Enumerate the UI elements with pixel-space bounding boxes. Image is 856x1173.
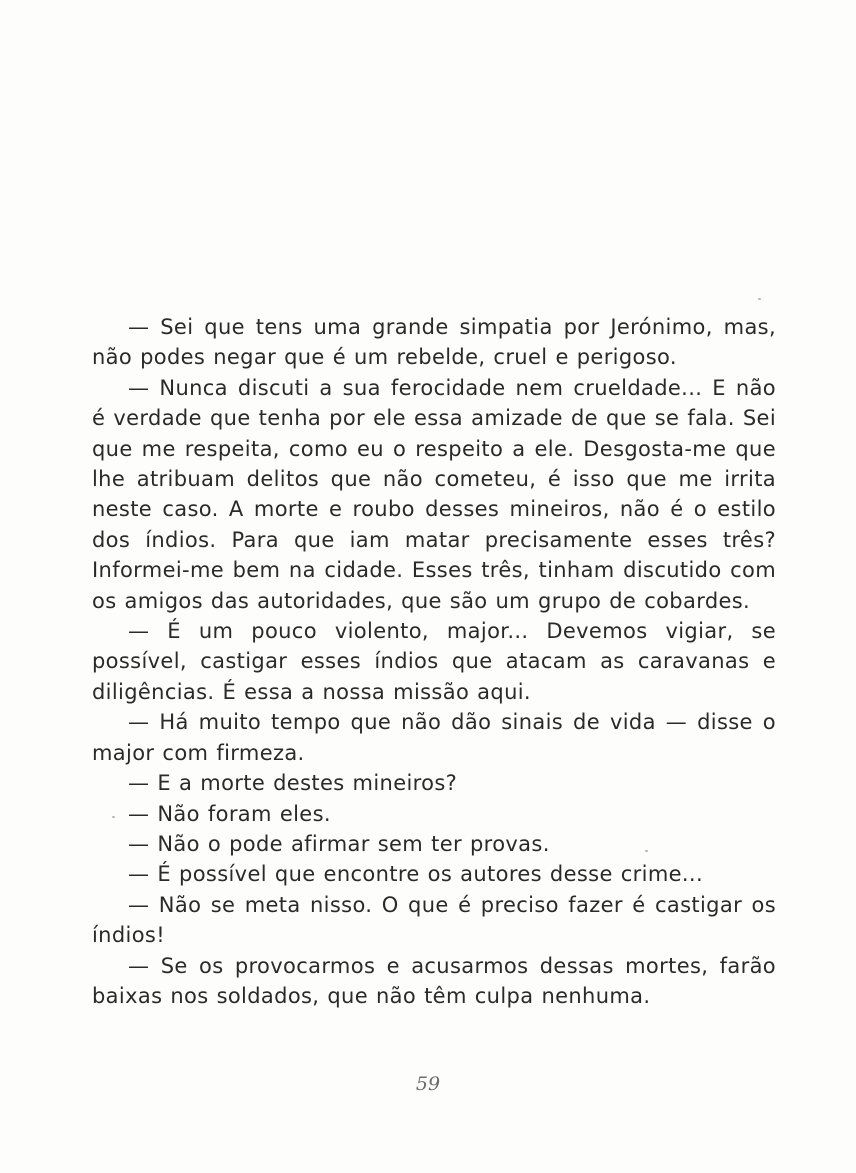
paper-speck [758, 298, 761, 300]
paragraph: — Nunca discuti a sua ferocidade nem crueldade... E não é verdade que tenha por ele essa amizade de que se fala. Sei que me respeita, como eu o respeito a ele. Desgosta-me que lhe atribuam delitos que não cometeu, é isso que me irrita neste caso. A morte e roubo desses mineiros, não é o estilo dos índios. Para que iam matar precisamente esses três? Informei-me bem na cidade. Esses três, tinham discutido com os amigos das autoridades, que são um grupo de cobardes. [92, 375, 776, 613]
page-number: 59 [415, 1073, 441, 1095]
paragraph: — Se os provocarmos e acusarmos dessas mortes, farão baixas nos soldados, que não têm culpa nenhuma. [92, 953, 776, 1008]
paper-speck [645, 850, 648, 852]
paragraph: — Sei que tens uma grande simpatia por Jerónimo, mas, não podes negar que é um rebelde, cruel e perigoso. [92, 315, 776, 370]
paragraph: — Há muito tempo que não dão sinais de vida — disse o major com firmeza. [92, 710, 776, 765]
paragraph: — Não foram eles. [128, 801, 331, 826]
paragraph: — Não se meta nisso. O que é preciso fazer é castigar os índios! [92, 892, 776, 948]
paragraph: — Não o pode afirmar sem ter provas. [128, 831, 550, 856]
paragraph: — É um pouco violento, major... Devemos vigiar, se possível, castigar esses índios que atacam as caravanas e diligências. É essa a nossa missão aqui. [92, 619, 776, 704]
paper-speck [112, 816, 115, 818]
paragraph: — É possível que encontre os autores desse crime... [128, 862, 703, 887]
paragraph: — E a morte destes mineiros? [128, 771, 458, 796]
body-text [92, 312, 776, 1011]
